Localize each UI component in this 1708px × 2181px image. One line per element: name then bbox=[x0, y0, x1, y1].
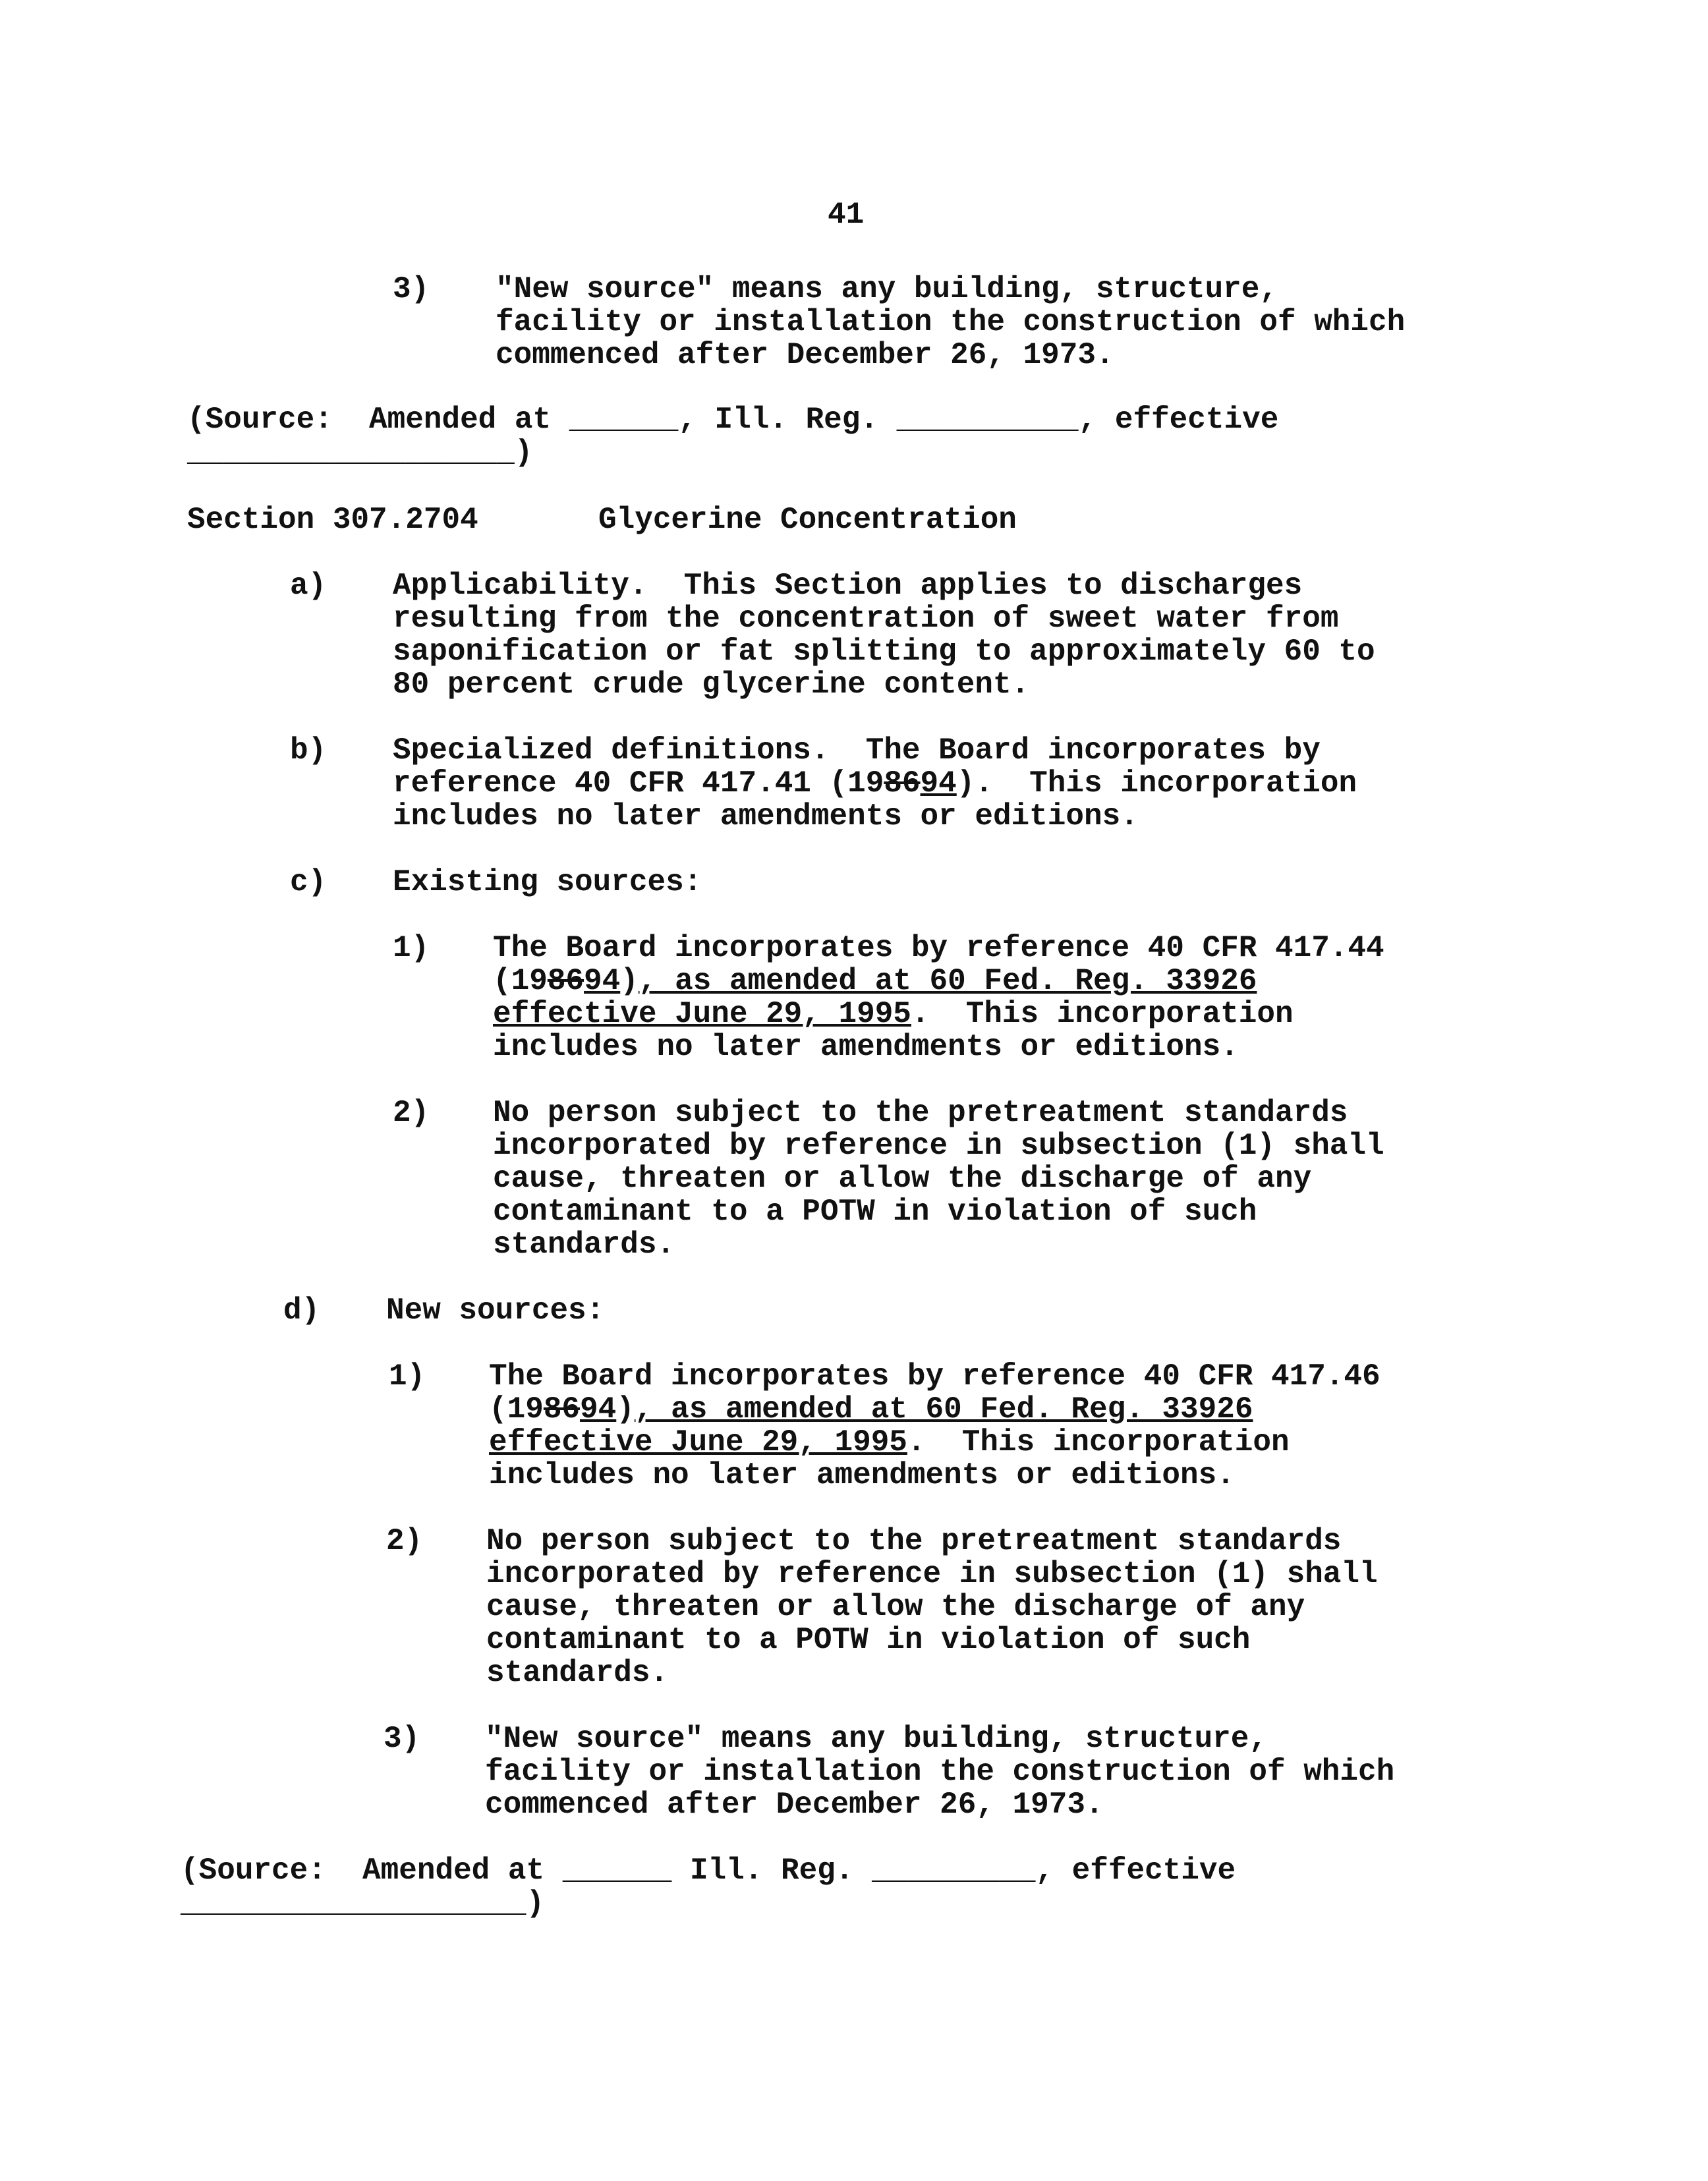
page-number: 41 bbox=[828, 198, 865, 232]
inserted-text: 94 bbox=[580, 1392, 617, 1427]
struck-text: 86 bbox=[884, 766, 921, 801]
source-note: (Source: Amended at ______ Ill. Reg. _________, effective ___________________) bbox=[181, 1854, 1236, 1921]
section-number: Section 307.2704 bbox=[187, 503, 478, 537]
new-sources-incorporation: The Board incorporates by reference 40 CFR 417.46 (198694), as amended at 60 Fed. Reg. 33926 effective June 29, 1995. This incorporation includes no later amendments or editions. bbox=[489, 1359, 1381, 1492]
specialized-definitions-text: Specialized definitions. The Board incorporates by reference 40 CFR 417.41 (198694). This incorporation includes no later amendments or editions. bbox=[393, 733, 1357, 834]
subsection-label-a: a) bbox=[290, 569, 327, 603]
new-source-definition: "New source" means any building, structure, facility or installation the construction of which commenced after December 26, 1973. bbox=[496, 272, 1406, 372]
section-title: Glycerine Concentration bbox=[598, 503, 1017, 537]
existing-sources-prohibition: No person subject to the pretreatment standards incorporated by reference in subsection (1) shall cause, threaten or allow the discharge of any contaminant to a POTW in violation of such standards. bbox=[493, 1096, 1384, 1262]
item-label: 2) bbox=[393, 1096, 430, 1130]
subsection-label-c: c) bbox=[290, 865, 327, 899]
new-sources-prohibition: No person subject to the pretreatment standards incorporated by reference in subsection (1) shall cause, threaten or allow the discharge of any contaminant to a POTW in violation of such standards. bbox=[486, 1524, 1378, 1690]
inserted-text: 94 bbox=[584, 964, 621, 998]
struck-text: 86 bbox=[547, 964, 584, 998]
source-note: (Source: Amended at ______, Ill. Reg. __________, effective __________________) bbox=[187, 403, 1279, 470]
new-source-definition: "New source" means any building, structure, facility or installation the construction of which commenced after December 26, 1973. bbox=[485, 1722, 1395, 1822]
existing-sources-heading: Existing sources: bbox=[393, 865, 702, 899]
existing-sources-incorporation: The Board incorporates by reference 40 CFR 417.44 (198694), as amended at 60 Fed. Reg. 33926 effective June 29, 1995. This incorporation includes no later amendments or editions. bbox=[493, 931, 1384, 1064]
inserted-text: effective June 29, 1995 bbox=[493, 997, 911, 1031]
applicability-text: Applicability. This Section applies to discharges resulting from the concentration of sweet water from saponification or fat splitting to approximately 60 to 80 percent crude glycerine content. bbox=[393, 569, 1375, 702]
inserted-text: 94 bbox=[920, 766, 957, 801]
item-label: 1) bbox=[393, 931, 430, 965]
subsection-label-d: d) bbox=[283, 1293, 320, 1328]
item-label: 3) bbox=[384, 1722, 420, 1756]
struck-text: 86 bbox=[543, 1392, 581, 1427]
item-label: 1) bbox=[389, 1359, 426, 1394]
inserted-text: , as amended at 60 Fed. Reg. 33926 bbox=[634, 1392, 1253, 1427]
new-sources-heading: New sources: bbox=[386, 1293, 605, 1328]
inserted-text: , as amended at 60 Fed. Reg. 33926 bbox=[638, 964, 1257, 998]
inserted-text: effective June 29, 1995 bbox=[489, 1425, 907, 1459]
item-label: 3) bbox=[393, 272, 430, 306]
item-label: 2) bbox=[386, 1524, 423, 1558]
subsection-label-b: b) bbox=[290, 733, 327, 768]
